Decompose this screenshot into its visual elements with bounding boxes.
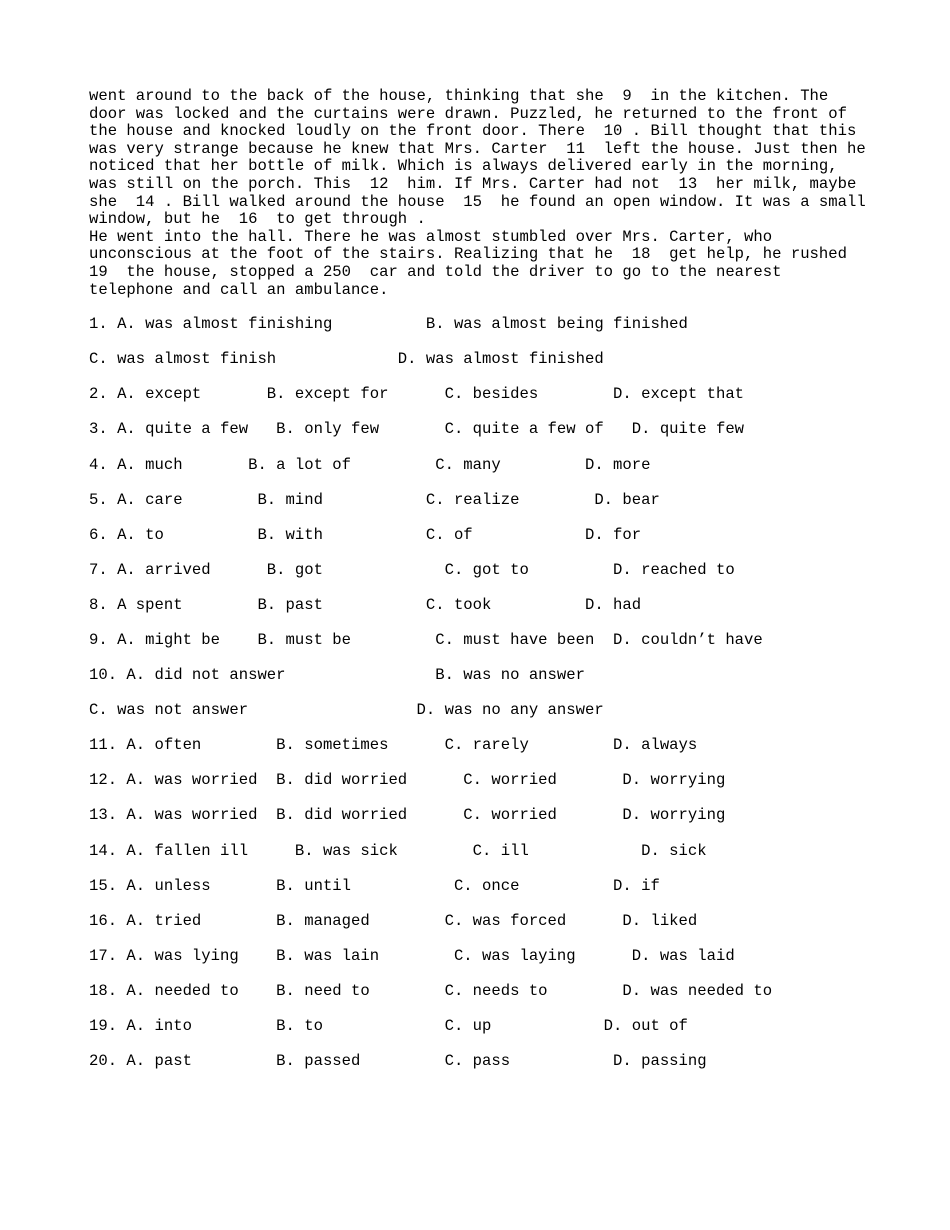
question-options-1-cont: C. was almost finish D. was almost finished [89,350,604,369]
question-options-16: 16. A. tried B. managed C. was forced D. liked [89,911,698,930]
question-options-4: 4. A. much B. a lot of C. many D. more [89,455,651,474]
passage-line: window, but he 16 to get through . [89,210,426,229]
question-options-19: 19. A. into B. to C. up D. out of [89,1017,688,1035]
passage-line: the house and knocked loudly on the front door. There 10 . Bill thought that this [89,122,857,141]
question-options-3: 3. A. quite a few B. only few C. quite a few of D. quite few [89,420,745,439]
question-options-12: 12. A. was worried B. did worried C. worried D. worrying [89,771,726,790]
question-options-15: 15. A. unless B. until C. once D. if [89,876,660,895]
question-options-8: 8. A spent B. past C. took D. had [89,595,642,614]
question-options-10-cont: C. was not answer D. was no any answer [89,701,604,720]
passage-line: He went into the hall. There he was almost stumbled over Mrs. Carter, who [89,227,773,246]
passage-line: was still on the porch. This 12 him. If Mrs. Carter had not 13 her milk, maybe [89,174,857,193]
question-options-13: 13. A. was worried B. did worried C. worried D. worrying [89,806,726,825]
question-options-1: 1. A. was almost finishing B. was almost being finished [89,315,688,334]
question-options-6: 6. A. to B. with C. of D. for [89,525,642,544]
question-options-17: 17. A. was lying B. was lain C. was laying D. was laid [89,946,735,965]
question-options-20: 20. A. past B. passed C. pass D. passing [89,1052,707,1071]
question-options-14: 14. A. fallen ill B. was sick C. ill D. sick [89,841,707,860]
passage-line: telephone and call an ambulance. [89,280,389,299]
question-options-7: 7. A. arrived B. got C. got to D. reached to [89,560,735,579]
question-options-18: 18. A. needed to B. need to C. needs to D. was needed to [89,981,773,1000]
question-options-11: 11. A. often B. sometimes C. rarely D. always [89,736,698,755]
answer-options [89,316,889,1071]
question-options-10: 10. A. did not answer B. was no answer [89,666,585,685]
cloze-passage [89,88,889,299]
question-options-9: 9. A. might be B. must be C. must have been D. couldn’t have [89,630,763,649]
question-options-2: 2. A. except B. except for C. besides D. except that [89,385,745,404]
passage-line: was very strange because he knew that Mrs. Carter 11 left the house. Just then he [89,139,866,158]
passage-line: 19 the house, stopped a 250 car and told the driver to go to the nearest [89,262,782,281]
passage-line: unconscious at the foot of the stairs. Realizing that he 18 get help, he rushed [89,245,847,264]
passage-line: door was locked and the curtains were drawn. Puzzled, he returned to the front of [89,104,847,123]
question-options-5: 5. A. care B. mind C. realize D. bear [89,490,660,509]
passage-line: she 14 . Bill walked around the house 15 he found an open window. It was a small [89,192,866,211]
document-page [89,88,889,1088]
passage-line: noticed that her bottle of milk. Which is always delivered early in the morning, [89,157,838,176]
passage-line: went around to the back of the house, thinking that she 9 in the kitchen. The [89,87,829,105]
